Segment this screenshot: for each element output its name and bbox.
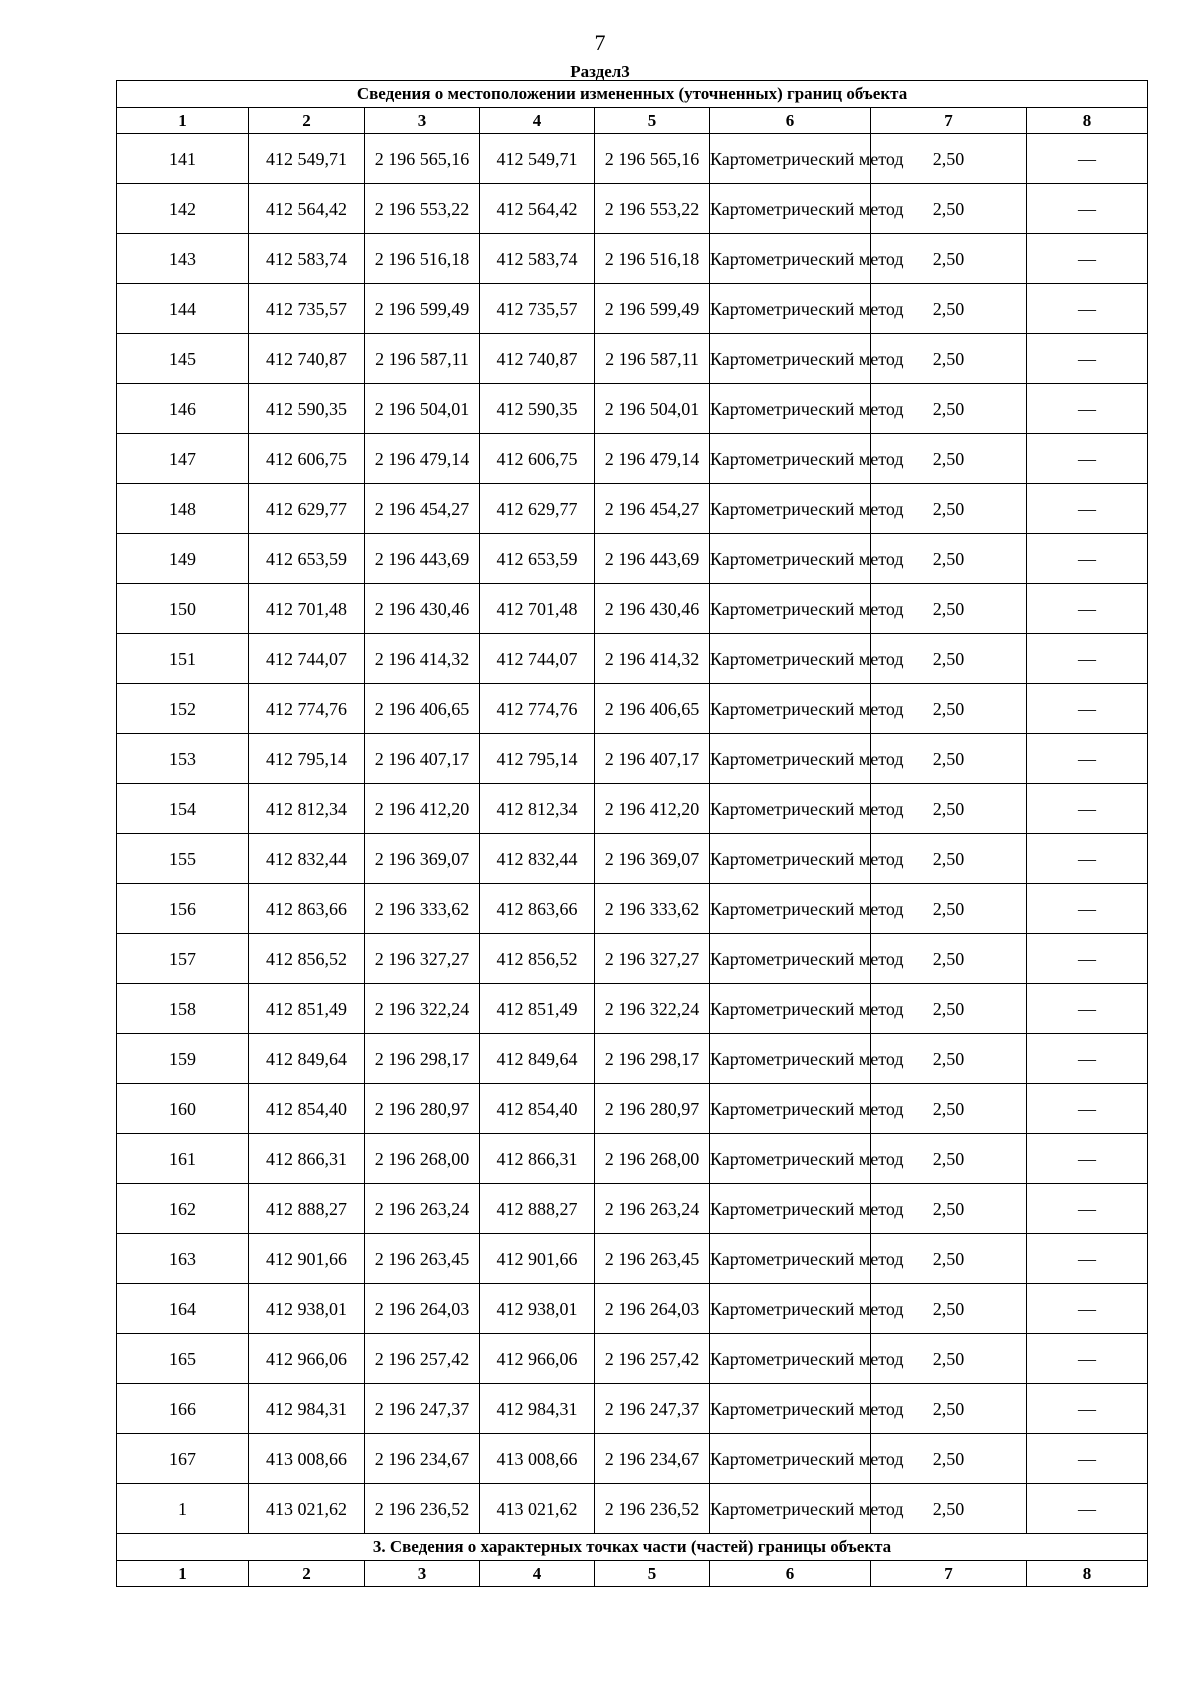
column-number: 8 <box>1027 108 1148 134</box>
y-coordinate: 2 196 247,37 <box>365 1384 480 1434</box>
point-number: 163 <box>117 1234 249 1284</box>
accuracy-cell: 2,50 <box>871 234 1027 284</box>
description-cell: — <box>1027 1184 1148 1234</box>
point-number: 166 <box>117 1384 249 1434</box>
accuracy-cell: 2,50 <box>871 134 1027 184</box>
accuracy-cell: 2,50 <box>871 984 1027 1034</box>
point-number: 150 <box>117 584 249 634</box>
point-number: 158 <box>117 984 249 1034</box>
subsection-caption-row <box>117 1534 1148 1561</box>
method-cell: Картометрический метод <box>710 434 871 484</box>
y-coordinate-refined: 2 196 268,00 <box>595 1134 710 1184</box>
accuracy-cell: 2,50 <box>871 1434 1027 1484</box>
column-number: 6 <box>710 1561 871 1587</box>
method-cell: Картометрический метод <box>710 634 871 684</box>
accuracy-cell: 2,50 <box>871 1234 1027 1284</box>
y-coordinate-refined: 2 196 412,20 <box>595 784 710 834</box>
y-coordinate: 2 196 298,17 <box>365 1034 480 1084</box>
accuracy-cell: 2,50 <box>871 834 1027 884</box>
point-number: 162 <box>117 1184 249 1234</box>
point-number: 145 <box>117 334 249 384</box>
y-coordinate: 2 196 516,18 <box>365 234 480 284</box>
x-coordinate-refined: 412 701,48 <box>480 584 595 634</box>
x-coordinate: 412 701,48 <box>249 584 365 634</box>
accuracy-cell: 2,50 <box>871 1334 1027 1384</box>
accuracy-cell: 2,50 <box>871 184 1027 234</box>
method-cell: Картометрический метод <box>710 234 871 284</box>
x-coordinate: 412 629,77 <box>249 484 365 534</box>
accuracy-cell: 2,50 <box>871 884 1027 934</box>
y-coordinate: 2 196 479,14 <box>365 434 480 484</box>
accuracy-cell: 2,50 <box>871 334 1027 384</box>
x-coordinate-refined: 412 851,49 <box>480 984 595 1034</box>
boundary-coordinates-table <box>116 80 1148 1587</box>
table-row <box>117 334 1148 384</box>
x-coordinate-refined: 412 854,40 <box>480 1084 595 1134</box>
accuracy-cell: 2,50 <box>871 1134 1027 1184</box>
table-row <box>117 584 1148 634</box>
accuracy-cell: 2,50 <box>871 384 1027 434</box>
column-number: 1 <box>117 108 249 134</box>
x-coordinate: 412 590,35 <box>249 384 365 434</box>
y-coordinate: 2 196 234,67 <box>365 1434 480 1484</box>
x-coordinate: 412 812,34 <box>249 784 365 834</box>
method-cell: Картометрический метод <box>710 1434 871 1484</box>
y-coordinate: 2 196 565,16 <box>365 134 480 184</box>
x-coordinate: 412 606,75 <box>249 434 365 484</box>
table-row <box>117 1334 1148 1384</box>
table-row <box>117 1234 1148 1284</box>
method-cell: Картометрический метод <box>710 534 871 584</box>
method-cell: Картометрический метод <box>710 384 871 434</box>
description-cell: — <box>1027 1484 1148 1534</box>
point-number: 159 <box>117 1034 249 1084</box>
x-coordinate-refined: 412 606,75 <box>480 434 595 484</box>
table-row <box>117 1084 1148 1134</box>
point-number: 165 <box>117 1334 249 1384</box>
description-cell: — <box>1027 1434 1148 1484</box>
method-cell: Картометрический метод <box>710 734 871 784</box>
point-number: 164 <box>117 1284 249 1334</box>
method-cell: Картометрический метод <box>710 684 871 734</box>
table-row <box>117 534 1148 584</box>
table-row <box>117 234 1148 284</box>
description-cell: — <box>1027 884 1148 934</box>
x-coordinate: 412 774,76 <box>249 684 365 734</box>
description-cell: — <box>1027 684 1148 734</box>
y-coordinate: 2 196 327,27 <box>365 934 480 984</box>
method-cell: Картометрический метод <box>710 784 871 834</box>
y-coordinate-refined: 2 196 280,97 <box>595 1084 710 1134</box>
method-cell: Картометрический метод <box>710 584 871 634</box>
x-coordinate: 412 735,57 <box>249 284 365 334</box>
method-cell: Картометрический метод <box>710 934 871 984</box>
description-cell: — <box>1027 584 1148 634</box>
point-number: 1 <box>117 1484 249 1534</box>
subsection-column-number-row <box>117 1561 1148 1587</box>
description-cell: — <box>1027 1334 1148 1384</box>
description-cell: — <box>1027 334 1148 384</box>
point-number: 157 <box>117 934 249 984</box>
y-coordinate-refined: 2 196 479,14 <box>595 434 710 484</box>
accuracy-cell: 2,50 <box>871 1484 1027 1534</box>
x-coordinate: 413 008,66 <box>249 1434 365 1484</box>
y-coordinate: 2 196 263,24 <box>365 1184 480 1234</box>
y-coordinate-refined: 2 196 234,67 <box>595 1434 710 1484</box>
point-number: 148 <box>117 484 249 534</box>
y-coordinate: 2 196 263,45 <box>365 1234 480 1284</box>
description-cell: — <box>1027 1084 1148 1134</box>
method-cell: Картометрический метод <box>710 134 871 184</box>
y-coordinate-refined: 2 196 298,17 <box>595 1034 710 1084</box>
column-number: 5 <box>595 108 710 134</box>
y-coordinate-refined: 2 196 369,07 <box>595 834 710 884</box>
table-row <box>117 184 1148 234</box>
point-number: 147 <box>117 434 249 484</box>
column-number: 1 <box>117 1561 249 1587</box>
y-coordinate: 2 196 599,49 <box>365 284 480 334</box>
accuracy-cell: 2,50 <box>871 934 1027 984</box>
description-cell: — <box>1027 784 1148 834</box>
method-cell: Картометрический метод <box>710 1484 871 1534</box>
method-cell: Картометрический метод <box>710 1284 871 1334</box>
y-coordinate: 2 196 264,03 <box>365 1284 480 1334</box>
point-number: 153 <box>117 734 249 784</box>
accuracy-cell: 2,50 <box>871 1184 1027 1234</box>
x-coordinate-refined: 413 021,62 <box>480 1484 595 1534</box>
y-coordinate-refined: 2 196 327,27 <box>595 934 710 984</box>
accuracy-cell: 2,50 <box>871 534 1027 584</box>
x-coordinate-refined: 412 549,71 <box>480 134 595 184</box>
method-cell: Картометрический метод <box>710 1034 871 1084</box>
y-coordinate-refined: 2 196 553,22 <box>595 184 710 234</box>
x-coordinate-refined: 412 966,06 <box>480 1334 595 1384</box>
y-coordinate-refined: 2 196 407,17 <box>595 734 710 784</box>
method-cell: Картометрический метод <box>710 1184 871 1234</box>
y-coordinate: 2 196 587,11 <box>365 334 480 384</box>
y-coordinate: 2 196 280,97 <box>365 1084 480 1134</box>
table-row <box>117 484 1148 534</box>
subsection-caption: 3. Сведения о характерных точках части (частей) границы объекта <box>117 1534 1148 1561</box>
x-coordinate: 412 795,14 <box>249 734 365 784</box>
method-cell: Картометрический метод <box>710 1334 871 1384</box>
column-number: 2 <box>249 108 365 134</box>
page-number: 7 <box>594 30 606 55</box>
x-coordinate: 412 851,49 <box>249 984 365 1034</box>
y-coordinate: 2 196 322,24 <box>365 984 480 1034</box>
x-coordinate: 412 966,06 <box>249 1334 365 1384</box>
point-number: 151 <box>117 634 249 684</box>
x-coordinate: 412 863,66 <box>249 884 365 934</box>
y-coordinate: 2 196 406,65 <box>365 684 480 734</box>
section-title: Раздел3 <box>570 62 630 81</box>
accuracy-cell: 2,50 <box>871 1284 1027 1334</box>
column-number: 3 <box>365 1561 480 1587</box>
point-number: 143 <box>117 234 249 284</box>
x-coordinate-refined: 412 774,76 <box>480 684 595 734</box>
x-coordinate: 412 938,01 <box>249 1284 365 1334</box>
x-coordinate: 412 744,07 <box>249 634 365 684</box>
column-number-row <box>117 108 1148 134</box>
table-caption: Сведения о местоположении измененных (уточненных) границ объекта <box>117 81 1148 108</box>
point-number: 142 <box>117 184 249 234</box>
table-row <box>117 934 1148 984</box>
x-coordinate: 412 549,71 <box>249 134 365 184</box>
y-coordinate-refined: 2 196 406,65 <box>595 684 710 734</box>
y-coordinate-refined: 2 196 443,69 <box>595 534 710 584</box>
accuracy-cell: 2,50 <box>871 1034 1027 1084</box>
table-row <box>117 384 1148 434</box>
x-coordinate-refined: 412 984,31 <box>480 1384 595 1434</box>
x-coordinate-refined: 412 590,35 <box>480 384 595 434</box>
point-number: 144 <box>117 284 249 334</box>
point-number: 146 <box>117 384 249 434</box>
method-cell: Картометрический метод <box>710 984 871 1034</box>
x-coordinate-refined: 412 795,14 <box>480 734 595 784</box>
x-coordinate-refined: 412 583,74 <box>480 234 595 284</box>
y-coordinate-refined: 2 196 599,49 <box>595 284 710 334</box>
table-row <box>117 784 1148 834</box>
x-coordinate: 412 653,59 <box>249 534 365 584</box>
accuracy-cell: 2,50 <box>871 284 1027 334</box>
y-coordinate: 2 196 412,20 <box>365 784 480 834</box>
description-cell: — <box>1027 234 1148 284</box>
table-row <box>117 134 1148 184</box>
method-cell: Картометрический метод <box>710 1384 871 1434</box>
description-cell: — <box>1027 434 1148 484</box>
y-coordinate: 2 196 430,46 <box>365 584 480 634</box>
column-number: 4 <box>480 1561 595 1587</box>
y-coordinate: 2 196 369,07 <box>365 834 480 884</box>
accuracy-cell: 2,50 <box>871 1384 1027 1434</box>
table-row <box>117 1284 1148 1334</box>
x-coordinate-refined: 412 863,66 <box>480 884 595 934</box>
y-coordinate-refined: 2 196 263,24 <box>595 1184 710 1234</box>
accuracy-cell: 2,50 <box>871 434 1027 484</box>
accuracy-cell: 2,50 <box>871 684 1027 734</box>
accuracy-cell: 2,50 <box>871 584 1027 634</box>
description-cell: — <box>1027 1384 1148 1434</box>
description-cell: — <box>1027 1034 1148 1084</box>
y-coordinate: 2 196 333,62 <box>365 884 480 934</box>
table-row <box>117 1384 1148 1434</box>
x-coordinate-refined: 412 901,66 <box>480 1234 595 1284</box>
y-coordinate-refined: 2 196 504,01 <box>595 384 710 434</box>
description-cell: — <box>1027 634 1148 684</box>
accuracy-cell: 2,50 <box>871 484 1027 534</box>
y-coordinate: 2 196 454,27 <box>365 484 480 534</box>
point-number: 141 <box>117 134 249 184</box>
x-coordinate-refined: 412 740,87 <box>480 334 595 384</box>
method-cell: Картометрический метод <box>710 834 871 884</box>
y-coordinate-refined: 2 196 247,37 <box>595 1384 710 1434</box>
y-coordinate: 2 196 504,01 <box>365 384 480 434</box>
x-coordinate-refined: 412 832,44 <box>480 834 595 884</box>
table-row <box>117 1434 1148 1484</box>
x-coordinate-refined: 412 812,34 <box>480 784 595 834</box>
x-coordinate-refined: 413 008,66 <box>480 1434 595 1484</box>
column-number: 6 <box>710 108 871 134</box>
table-row <box>117 834 1148 884</box>
column-number: 3 <box>365 108 480 134</box>
accuracy-cell: 2,50 <box>871 634 1027 684</box>
x-coordinate: 412 854,40 <box>249 1084 365 1134</box>
column-number: 7 <box>871 1561 1027 1587</box>
point-number: 160 <box>117 1084 249 1134</box>
x-coordinate: 413 021,62 <box>249 1484 365 1534</box>
point-number: 156 <box>117 884 249 934</box>
description-cell: — <box>1027 1284 1148 1334</box>
column-number: 8 <box>1027 1561 1148 1587</box>
table-caption-row <box>117 81 1148 108</box>
method-cell: Картометрический метод <box>710 884 871 934</box>
description-cell: — <box>1027 534 1148 584</box>
method-cell: Картометрический метод <box>710 334 871 384</box>
method-cell: Картометрический метод <box>710 1234 871 1284</box>
description-cell: — <box>1027 934 1148 984</box>
table-row <box>117 1034 1148 1084</box>
table-row <box>117 734 1148 784</box>
description-cell: — <box>1027 734 1148 784</box>
method-cell: Картометрический метод <box>710 484 871 534</box>
x-coordinate: 412 984,31 <box>249 1384 365 1434</box>
table-row <box>117 884 1148 934</box>
accuracy-cell: 2,50 <box>871 734 1027 784</box>
method-cell: Картометрический метод <box>710 1084 871 1134</box>
y-coordinate-refined: 2 196 333,62 <box>595 884 710 934</box>
x-coordinate-refined: 412 629,77 <box>480 484 595 534</box>
description-cell: — <box>1027 1234 1148 1284</box>
y-coordinate-refined: 2 196 565,16 <box>595 134 710 184</box>
y-coordinate-refined: 2 196 430,46 <box>595 584 710 634</box>
y-coordinate: 2 196 443,69 <box>365 534 480 584</box>
method-cell: Картометрический метод <box>710 284 871 334</box>
y-coordinate: 2 196 257,42 <box>365 1334 480 1384</box>
description-cell: — <box>1027 384 1148 434</box>
x-coordinate-refined: 412 856,52 <box>480 934 595 984</box>
y-coordinate: 2 196 268,00 <box>365 1134 480 1184</box>
y-coordinate-refined: 2 196 236,52 <box>595 1484 710 1534</box>
y-coordinate: 2 196 407,17 <box>365 734 480 784</box>
x-coordinate: 412 856,52 <box>249 934 365 984</box>
x-coordinate: 412 832,44 <box>249 834 365 884</box>
x-coordinate-refined: 412 744,07 <box>480 634 595 684</box>
table-row <box>117 1184 1148 1234</box>
table-row <box>117 1484 1148 1534</box>
point-number: 161 <box>117 1134 249 1184</box>
point-number: 167 <box>117 1434 249 1484</box>
x-coordinate: 412 866,31 <box>249 1134 365 1184</box>
y-coordinate: 2 196 553,22 <box>365 184 480 234</box>
x-coordinate: 412 888,27 <box>249 1184 365 1234</box>
x-coordinate: 412 583,74 <box>249 234 365 284</box>
x-coordinate: 412 564,42 <box>249 184 365 234</box>
description-cell: — <box>1027 134 1148 184</box>
accuracy-cell: 2,50 <box>871 1084 1027 1134</box>
description-cell: — <box>1027 484 1148 534</box>
y-coordinate: 2 196 414,32 <box>365 634 480 684</box>
description-cell: — <box>1027 184 1148 234</box>
y-coordinate-refined: 2 196 263,45 <box>595 1234 710 1284</box>
y-coordinate-refined: 2 196 257,42 <box>595 1334 710 1384</box>
table-row <box>117 634 1148 684</box>
x-coordinate-refined: 412 564,42 <box>480 184 595 234</box>
table-row <box>117 984 1148 1034</box>
table-row <box>117 684 1148 734</box>
x-coordinate-refined: 412 653,59 <box>480 534 595 584</box>
point-number: 155 <box>117 834 249 884</box>
y-coordinate-refined: 2 196 454,27 <box>595 484 710 534</box>
y-coordinate-refined: 2 196 264,03 <box>595 1284 710 1334</box>
y-coordinate-refined: 2 196 516,18 <box>595 234 710 284</box>
table-row <box>117 434 1148 484</box>
point-number: 152 <box>117 684 249 734</box>
column-number: 2 <box>249 1561 365 1587</box>
description-cell: — <box>1027 984 1148 1034</box>
x-coordinate-refined: 412 938,01 <box>480 1284 595 1334</box>
description-cell: — <box>1027 834 1148 884</box>
y-coordinate-refined: 2 196 414,32 <box>595 634 710 684</box>
x-coordinate: 412 740,87 <box>249 334 365 384</box>
x-coordinate-refined: 412 888,27 <box>480 1184 595 1234</box>
description-cell: — <box>1027 284 1148 334</box>
accuracy-cell: 2,50 <box>871 784 1027 834</box>
point-number: 154 <box>117 784 249 834</box>
table-row <box>117 1134 1148 1184</box>
description-cell: — <box>1027 1134 1148 1184</box>
column-number: 4 <box>480 108 595 134</box>
y-coordinate: 2 196 236,52 <box>365 1484 480 1534</box>
x-coordinate-refined: 412 849,64 <box>480 1034 595 1084</box>
y-coordinate-refined: 2 196 322,24 <box>595 984 710 1034</box>
table-row <box>117 284 1148 334</box>
x-coordinate: 412 901,66 <box>249 1234 365 1284</box>
method-cell: Картометрический метод <box>710 1134 871 1184</box>
x-coordinate-refined: 412 866,31 <box>480 1134 595 1184</box>
method-cell: Картометрический метод <box>710 184 871 234</box>
y-coordinate-refined: 2 196 587,11 <box>595 334 710 384</box>
x-coordinate: 412 849,64 <box>249 1034 365 1084</box>
column-number: 5 <box>595 1561 710 1587</box>
column-number: 7 <box>871 108 1027 134</box>
point-number: 149 <box>117 534 249 584</box>
x-coordinate-refined: 412 735,57 <box>480 284 595 334</box>
